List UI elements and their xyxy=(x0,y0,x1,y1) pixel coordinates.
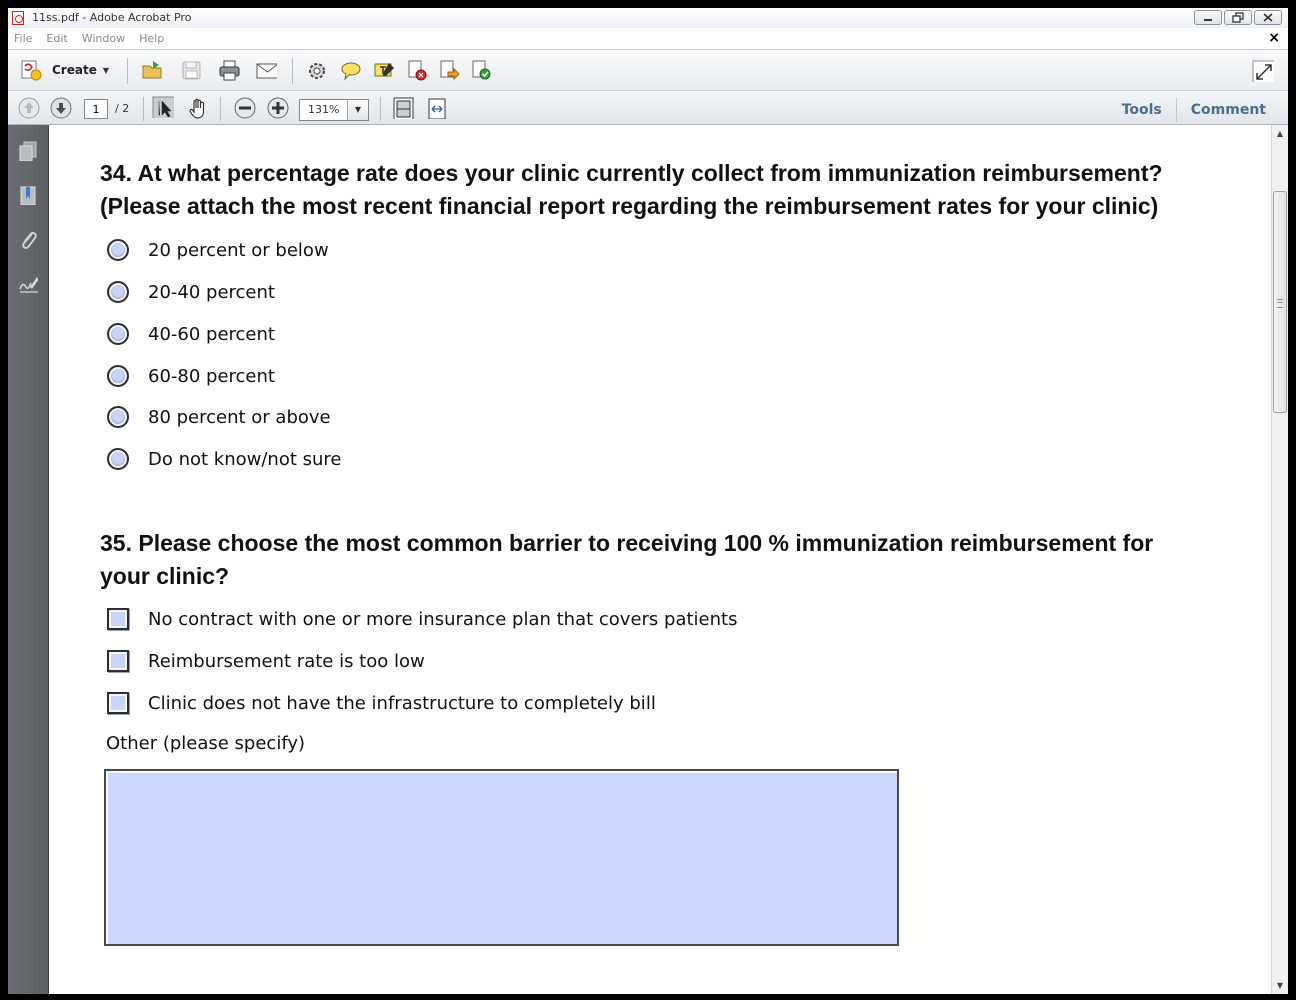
q34-option[interactable] xyxy=(107,444,342,474)
hand-tool-icon[interactable] xyxy=(187,97,209,119)
page-number-input[interactable]: 1 xyxy=(84,99,108,119)
toolbar-divider xyxy=(143,97,144,121)
radio-button[interactable] xyxy=(107,406,129,428)
open-folder-icon[interactable] xyxy=(141,59,163,81)
checkbox[interactable] xyxy=(107,650,129,672)
acrobat-window xyxy=(8,8,1288,994)
fit-page-icon[interactable] xyxy=(392,97,414,119)
approve-document-icon[interactable] xyxy=(470,59,492,81)
checkbox[interactable] xyxy=(107,692,129,714)
q35-option[interactable] xyxy=(107,688,656,718)
minimize-button[interactable] xyxy=(1194,10,1222,25)
option-label: Clinic does not have the infrastructure to completely bill xyxy=(148,692,656,714)
q35-option[interactable] xyxy=(107,646,425,676)
chevron-down-icon[interactable]: ▼ xyxy=(347,100,368,120)
option-label: No contract with one or more insurance plan that covers patients xyxy=(148,608,738,630)
q34-option[interactable] xyxy=(107,277,275,307)
document-view[interactable] xyxy=(49,125,1271,994)
q35-option[interactable] xyxy=(107,604,737,634)
toolbar-divider xyxy=(380,97,381,121)
scroll-up-icon[interactable]: ▲ xyxy=(1276,129,1284,138)
option-label: 40-60 percent xyxy=(148,323,275,345)
create-pdf-icon xyxy=(20,59,42,81)
print-icon[interactable] xyxy=(218,59,240,81)
q34-option[interactable] xyxy=(107,319,275,349)
create-button[interactable] xyxy=(20,58,109,82)
fullscreen-icon[interactable] xyxy=(1252,60,1274,82)
scrollbar-thumb[interactable] xyxy=(1273,191,1287,413)
window-title: 11ss.pdf - Adobe Acrobat Pro xyxy=(32,11,192,24)
select-cursor-icon[interactable] xyxy=(152,96,174,118)
close-window-button[interactable] xyxy=(1254,10,1282,25)
navigation-pane xyxy=(8,125,49,994)
radio-button[interactable] xyxy=(107,239,129,261)
zoom-in-icon[interactable] xyxy=(267,97,289,119)
zoom-value: 131% xyxy=(308,103,340,116)
fit-width-icon[interactable] xyxy=(426,97,448,119)
main-toolbar xyxy=(8,49,1288,91)
navigation-toolbar xyxy=(8,91,1288,125)
previous-page-icon[interactable] xyxy=(18,97,40,119)
close-icon xyxy=(1255,11,1281,24)
zoom-out-icon[interactable] xyxy=(234,97,256,119)
option-label: 20 percent or below xyxy=(148,239,329,261)
toolbar-divider xyxy=(220,97,221,121)
pdf-file-icon xyxy=(12,11,24,25)
page-thumbnails-icon[interactable] xyxy=(18,141,38,161)
page-total: / 2 xyxy=(115,102,130,115)
vertical-scrollbar[interactable] xyxy=(1271,125,1288,994)
other-specify-field[interactable] xyxy=(104,769,899,946)
option-label: Do not know/not sure xyxy=(148,448,342,470)
minimize-icon xyxy=(1195,11,1221,24)
question-35-line-2: your clinic? xyxy=(100,563,230,589)
menu-window[interactable]: Window xyxy=(81,32,126,45)
restore-button[interactable] xyxy=(1224,10,1252,25)
option-label: 80 percent or above xyxy=(148,406,331,428)
highlight-text-icon[interactable] xyxy=(373,59,395,81)
radio-button[interactable] xyxy=(107,448,129,470)
menu-help[interactable]: Help xyxy=(139,32,165,45)
create-label: Create xyxy=(52,63,97,77)
gear-icon[interactable] xyxy=(306,59,328,81)
grip-icon xyxy=(1277,299,1283,308)
chevron-down-icon: ▼ xyxy=(102,65,109,75)
attachments-icon[interactable] xyxy=(18,229,38,249)
close-document-button[interactable]: × xyxy=(1268,30,1280,46)
question-34-line-1: 34. At what percentage rate does your clinic currently collect from immunization reimbursement? xyxy=(100,160,1163,186)
radio-button[interactable] xyxy=(107,323,129,345)
toolbar-divider xyxy=(127,58,128,84)
menu-edit[interactable]: Edit xyxy=(46,32,68,45)
option-label: 20-40 percent xyxy=(148,281,275,303)
delete-document-icon[interactable] xyxy=(406,59,428,81)
question-34-line-2: (Please attach the most recent financial report regarding the reimbursement rates for your clinic) xyxy=(100,193,1159,219)
other-specify-label: Other (please specify) xyxy=(106,733,306,754)
option-label: 60-80 percent xyxy=(148,365,275,387)
radio-button[interactable] xyxy=(107,365,129,387)
tab-tools[interactable]: Tools xyxy=(1121,102,1162,118)
question-35-line-1: 35. Please choose the most common barrier to receiving 100 % immunization reimbursement for xyxy=(100,530,1154,556)
q34-option[interactable] xyxy=(107,402,331,432)
restore-icon xyxy=(1225,11,1251,24)
toolbar-divider xyxy=(292,58,293,84)
scroll-down-icon[interactable]: ▼ xyxy=(1276,981,1284,990)
signatures-icon[interactable] xyxy=(18,273,38,293)
q34-option[interactable] xyxy=(107,235,329,265)
menu-bar xyxy=(8,28,1288,49)
save-icon[interactable] xyxy=(180,59,202,81)
zoom-select[interactable] xyxy=(299,99,369,121)
email-icon[interactable] xyxy=(255,59,277,81)
option-label: Reimbursement rate is too low xyxy=(148,650,425,672)
bookmarks-icon[interactable] xyxy=(18,185,38,205)
menu-file[interactable]: File xyxy=(14,32,33,45)
export-document-icon[interactable] xyxy=(438,59,460,81)
comment-bubble-icon[interactable] xyxy=(340,59,362,81)
radio-button[interactable] xyxy=(107,281,129,303)
checkbox[interactable] xyxy=(107,608,129,630)
next-page-icon[interactable] xyxy=(50,97,72,119)
q34-option[interactable] xyxy=(107,361,275,391)
title-bar xyxy=(8,8,1288,28)
tab-comment[interactable]: Comment xyxy=(1190,102,1266,118)
